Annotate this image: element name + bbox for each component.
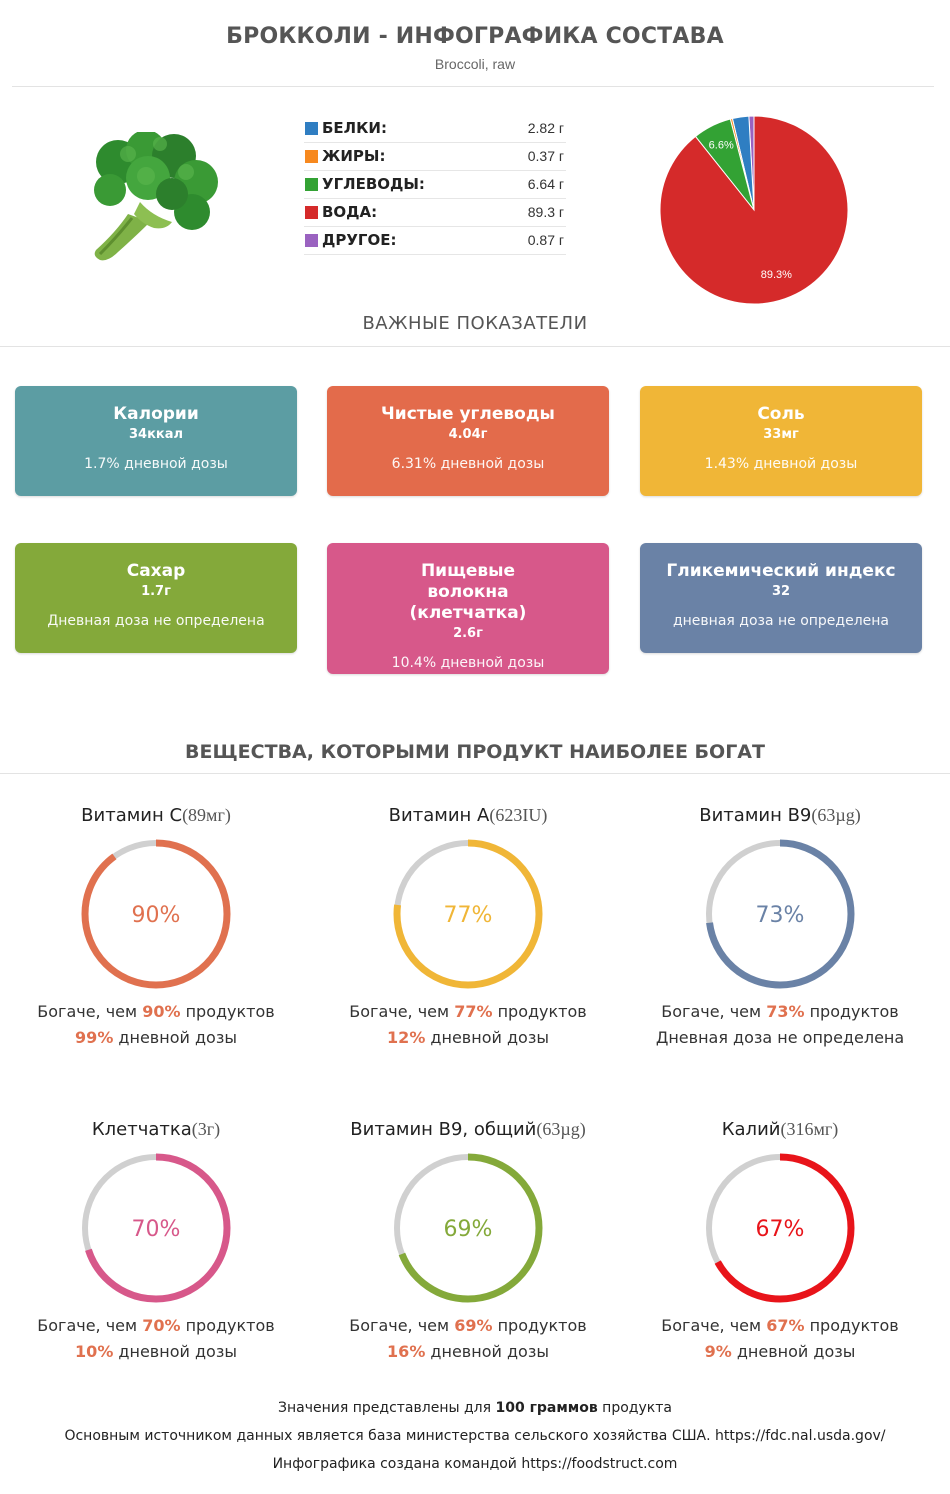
daily-dose-suffix: Дневная доза не определена xyxy=(655,1028,905,1047)
page-subtitle: Broccoli, raw xyxy=(434,56,516,72)
indicator-title: Пищевые волокна (клетчатка) xyxy=(409,561,527,623)
richer-suffix: продуктов xyxy=(180,1316,275,1335)
richer-than-text xyxy=(1,1316,311,1335)
composition-label: БЕЛКИ: xyxy=(322,119,387,137)
composition-label: УГЛЕВОДЫ: xyxy=(322,175,425,193)
daily-dose-text xyxy=(625,1342,935,1361)
color-swatch xyxy=(305,234,318,247)
richer-suffix: продуктов xyxy=(180,1002,275,1021)
color-swatch xyxy=(305,122,318,135)
indicator-daily-dose: 6.31% дневной дозы xyxy=(391,456,545,472)
composition-pie-chart xyxy=(650,106,858,314)
composition-value: 6.64 г xyxy=(527,176,564,192)
color-swatch xyxy=(305,206,318,219)
indicator-daily-dose: 1.7% дневной дозы xyxy=(84,456,228,472)
indicator-value: 34ккал xyxy=(128,427,184,442)
daily-dose-text xyxy=(1,1342,311,1361)
divider xyxy=(0,346,950,347)
richer-than-text xyxy=(625,1316,935,1335)
composition-value: 89.3 г xyxy=(527,204,564,220)
composition-label: ДРУГОЕ: xyxy=(322,231,397,249)
divider xyxy=(0,773,950,774)
nutrient-amount: (63µg) xyxy=(536,1119,586,1139)
composition-row xyxy=(304,198,566,227)
nutrient-amount: (316мг) xyxy=(780,1119,839,1139)
composition-label: ВОДА: xyxy=(322,203,378,221)
richer-prefix: Богаче, чем xyxy=(661,1316,767,1335)
indicator-card xyxy=(15,543,297,653)
indicator-card xyxy=(640,543,922,653)
composition-row xyxy=(304,114,566,143)
nutrient-amount: (63µg) xyxy=(811,805,861,825)
nutrient-ring-chart xyxy=(388,834,548,994)
indicator-title: Сахар xyxy=(126,561,186,581)
richer-than-text xyxy=(313,1002,623,1021)
composition-value: 0.37 г xyxy=(527,148,564,164)
indicator-card xyxy=(327,543,609,674)
nutrient-name: Витамин B9 xyxy=(699,805,812,826)
footer-credit: Инфографика создана командой https://foodstruct.com xyxy=(272,1456,678,1472)
color-swatch xyxy=(305,150,318,163)
richer-suffix: продуктов xyxy=(492,1316,587,1335)
nutrient-title xyxy=(625,1119,935,1140)
footer-note xyxy=(0,1400,950,1416)
daily-dose-text xyxy=(1,1028,311,1047)
daily-dose-suffix: дневной дозы xyxy=(425,1342,549,1361)
composition-row xyxy=(304,142,566,171)
footer-note-prefix: Значения представлены для xyxy=(278,1400,496,1416)
composition-value: 0.87 г xyxy=(527,232,564,248)
nutrient-title xyxy=(313,805,623,826)
indicator-card xyxy=(15,386,297,496)
richer-value: 77% xyxy=(454,1002,493,1021)
page-title: БРОККОЛИ - ИНФОГРАФИКА СОСТАВА xyxy=(226,24,724,49)
section-heading-key-indicators: ВАЖНЫЕ ПОКАЗАТЕЛИ xyxy=(362,313,588,334)
pie-data-label: 89.3% xyxy=(760,268,792,281)
richer-prefix: Богаче, чем xyxy=(37,1316,143,1335)
footer-source: Основным источником данных является база министерства сельского хозяйства США. https://fdc.nal.usda.gov/ xyxy=(64,1428,886,1444)
nutrient-amount: (3г) xyxy=(191,1119,221,1139)
daily-dose-value: 99% xyxy=(75,1028,114,1047)
nutrient-title xyxy=(625,805,935,826)
section-heading-rich-in: ВЕЩЕСТВА, КОТОРЫМИ ПРОДУКТ НАИБОЛЕЕ БОГАТ xyxy=(185,741,765,763)
richer-suffix: продуктов xyxy=(804,1002,899,1021)
daily-dose-text xyxy=(313,1342,623,1361)
indicator-daily-dose: 1.43% дневной дозы xyxy=(704,456,858,472)
indicator-daily-dose: 10.4% дневной дозы xyxy=(391,655,545,671)
daily-dose-suffix: дневной дозы xyxy=(113,1342,237,1361)
richer-suffix: продуктов xyxy=(804,1316,899,1335)
indicator-title: Чистые углеводы xyxy=(381,404,555,424)
daily-dose-suffix: дневной дозы xyxy=(425,1028,549,1047)
pie-data-label: 6.6% xyxy=(708,139,734,152)
ring-percent-label: 77% xyxy=(443,903,493,928)
color-swatch xyxy=(305,178,318,191)
daily-dose-value: 16% xyxy=(387,1342,426,1361)
daily-dose-suffix: дневной дозы xyxy=(731,1342,856,1361)
nutrient-name: Клетчатка xyxy=(91,1119,192,1140)
richer-value: 69% xyxy=(454,1316,493,1335)
daily-dose-text xyxy=(625,1028,935,1047)
richer-value: 73% xyxy=(766,1002,805,1021)
composition-row xyxy=(304,170,566,199)
nutrient-ring-chart xyxy=(700,1148,860,1308)
footer-note-suffix: продукта xyxy=(597,1400,672,1416)
ring-percent-label: 69% xyxy=(443,1217,493,1242)
nutrient-title xyxy=(313,1119,623,1140)
indicator-title: Гликемический индекс xyxy=(666,561,896,581)
pie-slice-вода xyxy=(660,116,848,304)
nutrient-name: Витамин B9, общий xyxy=(350,1119,537,1140)
richer-than-text xyxy=(1,1002,311,1021)
footer-note-bold: 100 граммов xyxy=(495,1400,598,1416)
ring-percent-label: 67% xyxy=(755,1217,805,1242)
composition-value: 2.82 г xyxy=(527,120,564,136)
richer-value: 90% xyxy=(142,1002,181,1021)
daily-dose-value: 9% xyxy=(704,1342,732,1361)
indicator-card xyxy=(327,386,609,496)
nutrient-name: Витамин C xyxy=(81,805,183,826)
indicator-title: Соль xyxy=(757,404,805,424)
broccoli-image xyxy=(88,132,224,266)
richer-prefix: Богаче, чем xyxy=(349,1002,455,1021)
nutrient-title xyxy=(1,805,311,826)
composition-row xyxy=(304,226,566,255)
indicator-daily-dose: Дневная доза не определена xyxy=(47,613,265,629)
richer-value: 67% xyxy=(766,1316,805,1335)
nutrient-ring-chart xyxy=(700,834,860,994)
richer-than-text xyxy=(625,1002,935,1021)
richer-prefix: Богаче, чем xyxy=(37,1002,143,1021)
divider xyxy=(12,86,934,87)
nutrient-amount: (89мг) xyxy=(182,805,231,825)
indicator-value: 33мг xyxy=(763,427,799,442)
indicator-value: 1.7г xyxy=(141,584,171,599)
nutrient-amount: (623IU) xyxy=(489,805,548,825)
indicator-value: 2.6г xyxy=(453,626,483,641)
richer-than-text xyxy=(313,1316,623,1335)
ring-percent-label: 73% xyxy=(755,903,805,928)
richer-value: 70% xyxy=(142,1316,181,1335)
richer-prefix: Богаче, чем xyxy=(661,1002,767,1021)
indicator-value: 32 xyxy=(771,584,791,599)
indicator-card xyxy=(640,386,922,496)
indicator-daily-dose: дневная доза не определена xyxy=(672,613,890,629)
ring-percent-label: 70% xyxy=(131,1217,181,1242)
nutrient-title xyxy=(1,1119,311,1140)
daily-dose-text xyxy=(313,1028,623,1047)
nutrient-name: Витамин A xyxy=(388,805,490,826)
nutrient-ring-chart xyxy=(76,1148,236,1308)
nutrient-ring-chart xyxy=(76,834,236,994)
composition-label: ЖИРЫ: xyxy=(322,147,386,165)
daily-dose-value: 12% xyxy=(387,1028,426,1047)
indicator-title: Калории xyxy=(113,404,199,424)
nutrient-ring-chart xyxy=(388,1148,548,1308)
ring-percent-label: 90% xyxy=(131,903,181,928)
daily-dose-value: 10% xyxy=(75,1342,114,1361)
richer-prefix: Богаче, чем xyxy=(349,1316,455,1335)
richer-suffix: продуктов xyxy=(492,1002,587,1021)
nutrient-name: Калий xyxy=(721,1119,781,1140)
indicator-value: 4.04г xyxy=(448,427,488,442)
daily-dose-suffix: дневной дозы xyxy=(113,1028,237,1047)
